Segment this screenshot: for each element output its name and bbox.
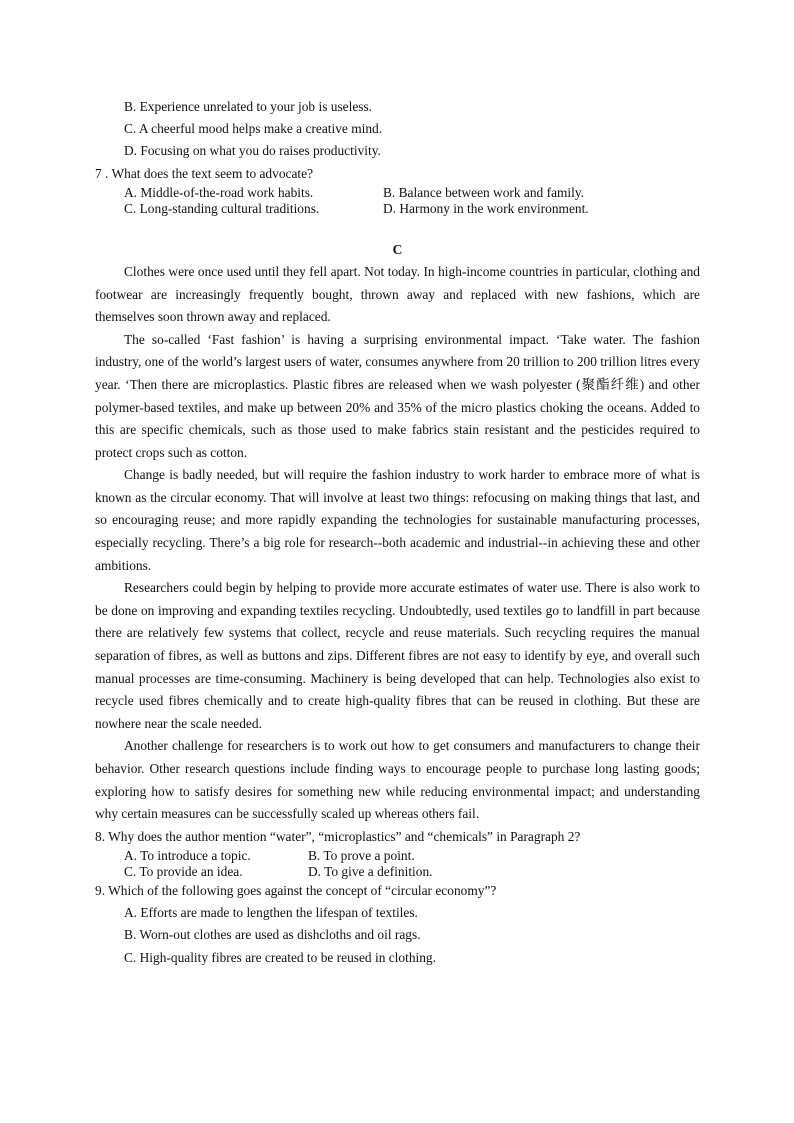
q8-question: 8. Why does the author mention “water”, “microplastics” and “chemicals” in Paragraph 2? [95,828,581,844]
document-body [95,96,700,969]
q8-option-c: C. To provide an idea. [124,863,243,879]
q8-options-row-1 [95,848,700,864]
paragraph-5: Another challenge for researchers is to work out how to get consumers and manufacturers to change their behavior. Other research questions include finding ways to encourage people to purchase long lasting goods; exploring how to satisfy desires for something new while reducing environmental impact; and understanding why certain measures can be successfully scaled up whereas others fail. [95,738,700,822]
q7-option-a: A. Middle-of-the-road work habits. [124,184,314,200]
paragraph-1: Clothes were once used until they fell apart. Not today. In high-income countries in particular, clothing and footwear are increasingly frequently bought, thrown away and replaced with new fashions, which are themselves soon thrown away and replaced. [95,263,700,325]
q7-option-c: C. Long-standing cultural traditions. [124,200,320,216]
paragraph-2: The so-called ‘Fast fashion’ is having a surprising environmental impact. ‘Take water. The fashion industry, one of the world’s largest users of water, consumes anywhere from 20 trillion to 200 trillion litres every year. ‘Then there are microplastics. Plastic fibres are released when we wash polyester (聚酯纤维) and other polymer-based textiles, and make up between 20% and 35% of the micro plastics choking the oceans. Added to this are specific chemicals, such as those used to make fabrics stain resistant and the pesticides required to protect crops such as cotton. [95,331,700,460]
q6-option-d: D. Focusing on what you do raises productivity. [124,143,381,159]
q6-option-b: B. Experience unrelated to your job is useless. [124,99,373,114]
q9-option-c: C. High-quality fibres are created to be reused in clothing. [124,949,436,965]
paragraph-4: Researchers could begin by helping to provide more accurate estimates of water use. There is also work to be done on improving and expanding textiles recycling. Undoubtedly, used textiles go to landfill in part because there are relatively few systems that collect, recycle and reuse materials. Such recycling requires the manual separation of fibres, as well as buttons and zips. Different fibres are not easy to identify by eye, and overall such manual processes are time-consuming. Machinery is being developed that can help. Technologies also exist to recycle used fibres chemically and to create high-quality fibres that can be reused in clothing. But these are nowhere near the scale needed. [95,580,700,731]
q9-option-a: A. Efforts are made to lengthen the lifespan of textiles. [124,905,418,921]
q6-option-c: C. A cheerful mood helps make a creative mind. [124,121,383,137]
section-title: C [392,241,403,257]
q7-option-b: B. Balance between work and family. [383,184,585,200]
q9-option-b: B. Worn-out clothes are used as dishcloths and oil rags. [124,927,421,943]
q8-options-row-2 [95,864,700,880]
paragraph-3: Change is badly needed, but will require the fashion industry to work harder to embrace more of what is known as the circular economy. That will involve at least two things: refocusing on making things that last, and so encouraging reuse; and more rapidly expanding the technologies for sustainable manufacturing processes, especially recycling. There’s a big role for research--both academic and industrial--in achieving these and other ambitions. [95,467,700,573]
q8-option-d: D. To give a definition. [308,863,433,879]
q7-option-d: D. Harmony in the work environment. [383,200,589,216]
q8-option-a: A. To introduce a topic. [124,847,251,863]
q8-option-b: B. To prove a point. [308,847,415,863]
q7-options-row-1 [95,185,700,201]
q7-question: 7 . What does the text seem to advocate? [95,165,314,181]
q7-options-row-2 [95,201,700,217]
q9-question: 9. Which of the following goes against the concept of “circular economy”? [95,882,497,898]
